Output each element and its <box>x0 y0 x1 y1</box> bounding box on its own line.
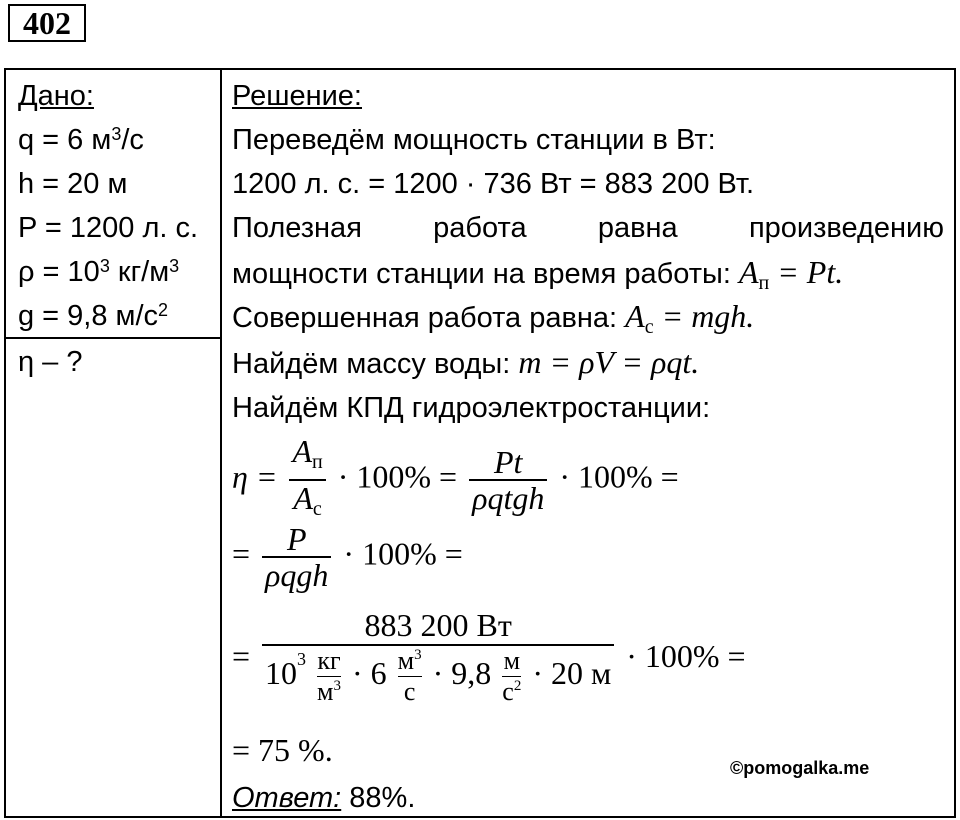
solution-line-5: Совершенная работа равна: $A_с$ = mgh. <box>232 298 755 338</box>
equation-4: = 75 %. <box>232 732 333 768</box>
watermark: ©pomogalka.me <box>730 758 870 778</box>
given-line-p: P = 1200 л. с. <box>18 212 199 244</box>
solution-line-3: Полезная работа равна произведению <box>232 212 944 244</box>
given-line-g: g = 9,8 $м/с^2$ <box>18 300 169 332</box>
solution-line-1: Переведём мощность станции в Вт: <box>232 124 716 156</box>
equation-3: = 883 200 Вт $10^3$ кг $м^3$ · 6 $м^3$ с · 9,8 м $с^2$ · 20 м · 100% = <box>232 607 746 706</box>
solution-line-4: мощности станции на время работы: $A_п = Pt$. <box>232 254 844 294</box>
problem-number: 402 <box>8 4 86 42</box>
table-divider-vertical <box>220 68 222 818</box>
equation-2: = $\frac{P}{\text{ρqgh}}$ · 100% = <box>232 521 463 593</box>
given-line-rho: $\rho = 10^3$ $кг/м^3$ <box>18 256 180 288</box>
equation-1: η = $\frac{A_п}{A_с}$ · 100% = $\frac{Pt}{\text{ρqtgh}}$ · 100% = <box>232 433 679 520</box>
solution-line-2: 1200 л. с. = 1200 · 736 Вт = 883 200 Вт. <box>232 168 755 200</box>
find-line: η – ? <box>18 346 83 378</box>
solution-line-7: Найдём КПД гидроэлектростанции: <box>232 392 711 424</box>
answer-line: Ответ: 88%. <box>232 782 416 814</box>
solution-line-6: Найдём массу воды: m = ρV = ρqt. <box>232 344 700 380</box>
given-title: Дано: <box>18 80 94 112</box>
solution-title: Решение: <box>232 80 362 112</box>
given-line-q: q = 6 $м^3/с$ <box>18 124 144 156</box>
given-line-h: h = 20 м <box>18 168 128 200</box>
